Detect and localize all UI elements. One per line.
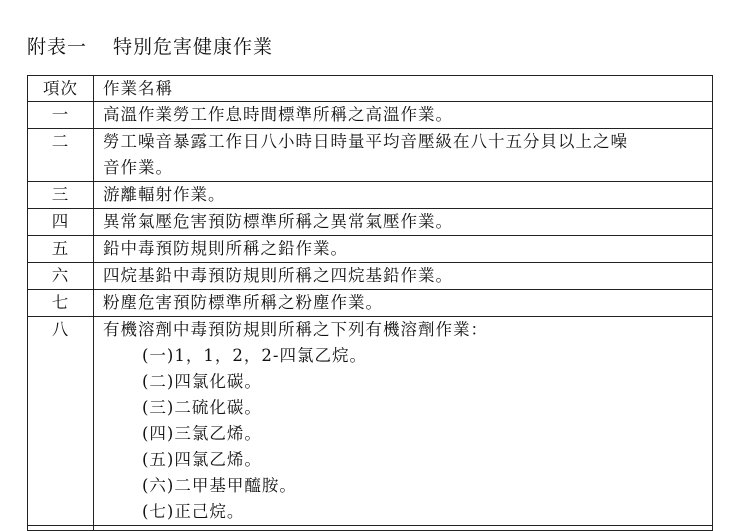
row-num: 五: [28, 236, 94, 263]
table-header-row: [28, 76, 713, 102]
row-text: [94, 102, 713, 129]
sub-item: (六)二甲基甲醯胺。: [142, 476, 297, 495]
row-text: [94, 209, 713, 236]
row-line: 四烷基鉛中毒預防規則所稱之四烷基鉛作業。: [103, 266, 453, 285]
sub-item: (二)四氯化碳。: [142, 372, 262, 391]
row-line: 游離輻射作業。: [103, 185, 226, 204]
row-line: 異常氣壓危害預防標準所稱之異常氣壓作業。: [103, 212, 453, 231]
sub-item: (五)四氯乙烯。: [142, 450, 262, 469]
row-num: 四: [28, 209, 94, 236]
row-num: 七: [28, 290, 94, 317]
row-num: 六: [28, 263, 94, 290]
table-row: [28, 263, 713, 290]
row-text: [94, 263, 713, 290]
row-text: [94, 236, 713, 263]
row-text: [94, 182, 713, 209]
hazard-table: [27, 75, 713, 531]
row-text: [94, 129, 713, 182]
row-line: 有機溶劑中毒預防規則所稱之下列有機溶劑作業：: [103, 320, 488, 339]
row-num: 一: [28, 102, 94, 129]
row-text: [94, 317, 713, 526]
row-num: 三: [28, 182, 94, 209]
sub-item: (四)三氯乙烯。: [142, 424, 262, 443]
header-num: 項次: [28, 76, 94, 102]
sub-item: (三)二硫化碳。: [142, 398, 262, 417]
table-row: [28, 129, 713, 182]
title-text: 特別危害健康作業: [113, 36, 274, 58]
table-row: [28, 102, 713, 129]
row-line: 音作業。: [103, 158, 173, 177]
row-line: 鉛中毒預防規則所稱之鉛作業。: [103, 239, 348, 258]
row-num: 二: [28, 129, 94, 182]
table-row: [28, 236, 713, 263]
page-title: [27, 32, 273, 59]
table-row: [28, 290, 713, 317]
table-row: [28, 317, 713, 526]
header-name: 作業名稱: [94, 76, 713, 102]
title-prefix: 附表一: [27, 36, 88, 58]
row-text: [94, 290, 713, 317]
table-row: [28, 209, 713, 236]
table-row: [28, 182, 713, 209]
sub-item: (七)正己烷。: [142, 502, 245, 521]
sub-item: (一)1，1，2，2-四氯乙烷。: [142, 346, 367, 365]
row-line: 粉塵危害預防標準所稱之粉塵作業。: [103, 293, 383, 312]
row-line: 高溫作業勞工作息時間標準所稱之高溫作業。: [103, 105, 453, 124]
row-line: 勞工噪音暴露工作日八小時日時量平均音壓級在八十五分貝以上之噪: [103, 132, 628, 151]
row-num: 八: [28, 317, 94, 526]
